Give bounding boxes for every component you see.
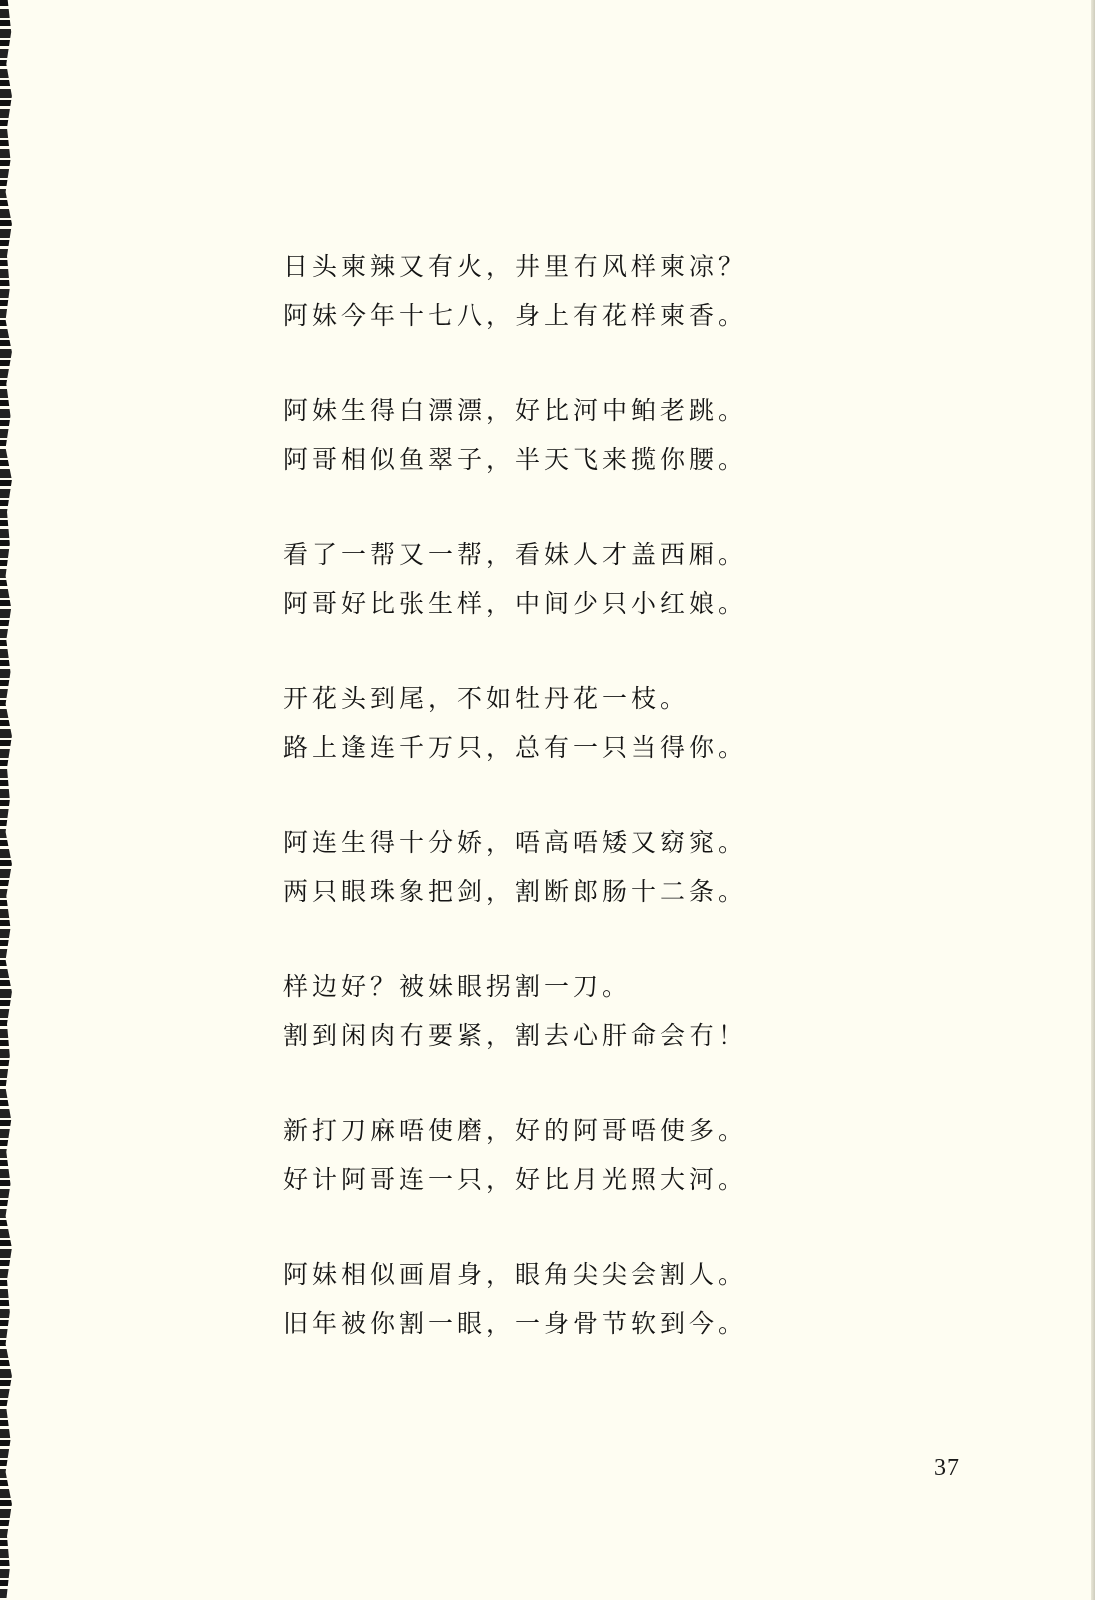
poem-line: 看了一帮又一帮，看妹人才盖西厢。: [283, 540, 748, 569]
stanza-5: [283, 818, 803, 916]
poem-line: 两只眼珠象把剑，割断郎肠十二条。: [283, 877, 748, 906]
poem-body: [283, 242, 803, 1394]
stanza-1: [283, 242, 803, 340]
poem-line: 阿妹相似画眉身，眼角尖尖会割人。: [283, 1260, 748, 1289]
poem-line: 好计阿哥连一只，好比月光照大河。: [283, 1165, 748, 1194]
poem-line: 阿妹今年十七八，身上有花样柬香。: [283, 301, 748, 330]
poem-line: 路上逢连千万只，总有一只当得你。: [283, 733, 748, 762]
stanza-2: [283, 386, 803, 484]
stanza-6: [283, 962, 803, 1060]
poem-line: 新打刀麻唔使磨，好的阿哥唔使多。: [283, 1116, 748, 1145]
poem-line: 开花头到尾，不如牡丹花一枝。: [283, 684, 690, 713]
poem-line: 旧年被你割一眼，一身骨节软到今。: [283, 1309, 748, 1338]
poem-line: 阿哥相似鱼翠子，半天飞来揽你腰。: [283, 445, 748, 474]
torn-binding-edge: [0, 0, 14, 1600]
poem-line: 阿连生得十分娇，唔高唔矮又窈窕。: [283, 828, 748, 857]
poem-line: 割到闲肉冇要紧，割去心肝命会冇！: [283, 1021, 748, 1050]
poem-line: 样边好？被妹眼拐割一刀。: [283, 972, 632, 1001]
poem-line: 阿哥好比张生样，中间少只小红娘。: [283, 589, 748, 618]
poem-line: 日头柬辣又有火，井里冇风样柬凉？: [283, 252, 748, 281]
stanza-3: [283, 530, 803, 628]
page-right-edge: [1091, 0, 1095, 1600]
stanza-4: [283, 674, 803, 772]
poem-line: 阿妹生得白漂漂，好比河中鲌老跳。: [283, 396, 748, 425]
stanza-7: [283, 1106, 803, 1204]
stanza-8: [283, 1250, 803, 1348]
page-number: 37: [934, 1455, 960, 1481]
